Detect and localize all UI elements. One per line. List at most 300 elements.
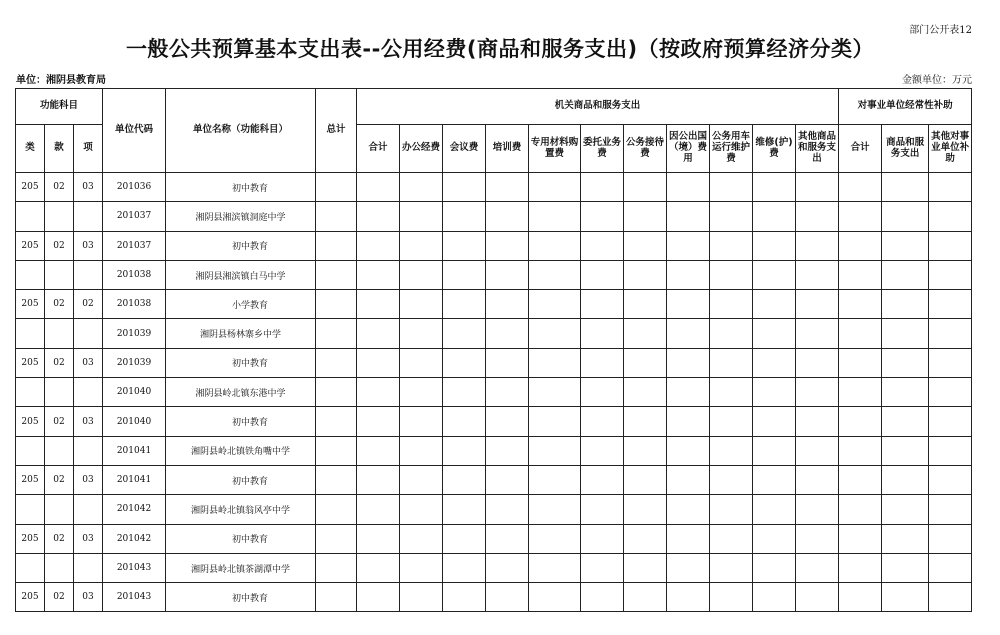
amount-cell bbox=[667, 465, 710, 494]
amount-cell bbox=[796, 231, 839, 260]
amount-cell bbox=[796, 524, 839, 553]
amount-cell bbox=[624, 436, 667, 465]
amount-cell bbox=[529, 465, 581, 494]
amount-cell bbox=[400, 260, 443, 289]
table-row bbox=[16, 231, 972, 260]
amount-cell bbox=[839, 290, 882, 319]
unit-code-cell: 201036 bbox=[103, 173, 166, 202]
amount-cell bbox=[667, 231, 710, 260]
amount-cell bbox=[486, 348, 529, 377]
unit-code-cell: 201038 bbox=[103, 260, 166, 289]
amount-cell bbox=[529, 495, 581, 524]
amount-cell bbox=[753, 465, 796, 494]
unit-name-cell: 湘阴县杨林寨乡中学 bbox=[166, 319, 316, 348]
unit-code-cell: 201037 bbox=[103, 231, 166, 260]
amount-cell bbox=[667, 583, 710, 612]
amount-cell bbox=[400, 465, 443, 494]
amount-cell bbox=[624, 378, 667, 407]
amount-cell bbox=[316, 348, 357, 377]
amount-cell bbox=[753, 231, 796, 260]
amount-cell bbox=[929, 378, 972, 407]
amount-cell bbox=[443, 553, 486, 582]
amount-cell bbox=[581, 231, 624, 260]
amount-cell bbox=[839, 495, 882, 524]
xiang-cell bbox=[74, 202, 103, 231]
amount-cell bbox=[400, 378, 443, 407]
table-row bbox=[16, 436, 972, 465]
unit-code-cell: 201039 bbox=[103, 319, 166, 348]
amount-cell bbox=[316, 319, 357, 348]
amount-cell bbox=[667, 319, 710, 348]
kuan-cell: 02 bbox=[45, 407, 74, 436]
amount-cell bbox=[400, 407, 443, 436]
amount-cell bbox=[929, 202, 972, 231]
unit-name-cell: 湘阴县湘滨镇白马中学 bbox=[166, 260, 316, 289]
xiang-cell: 03 bbox=[74, 348, 103, 377]
lei-cell bbox=[16, 319, 45, 348]
amount-cell bbox=[796, 348, 839, 377]
amount-cell bbox=[486, 319, 529, 348]
amount-cell bbox=[486, 583, 529, 612]
amount-cell bbox=[529, 260, 581, 289]
amount-cell bbox=[316, 553, 357, 582]
lei-cell bbox=[16, 202, 45, 231]
amount-cell bbox=[486, 202, 529, 231]
amount-cell bbox=[753, 260, 796, 289]
amount-cell bbox=[929, 173, 972, 202]
amount-cell bbox=[357, 319, 400, 348]
amount-cell bbox=[486, 407, 529, 436]
amount-cell bbox=[753, 290, 796, 319]
amount-cell bbox=[529, 173, 581, 202]
amount-cell bbox=[710, 260, 753, 289]
amount-cell bbox=[529, 378, 581, 407]
unit-name-cell: 湘阴县岭北镇翁风亭中学 bbox=[166, 495, 316, 524]
amount-unit-label: 金额单位：万元 bbox=[902, 75, 972, 86]
amount-cell bbox=[667, 524, 710, 553]
amount-cell bbox=[400, 290, 443, 319]
amount-cell bbox=[667, 436, 710, 465]
unit-label: 单位：湘阴县教育局 bbox=[16, 75, 106, 86]
amount-cell bbox=[486, 495, 529, 524]
amount-cell bbox=[929, 495, 972, 524]
amount-cell bbox=[710, 290, 753, 319]
kuan-cell bbox=[45, 553, 74, 582]
amount-cell bbox=[357, 173, 400, 202]
subsidy-item-header: 合计 bbox=[839, 125, 882, 173]
table-row bbox=[16, 583, 972, 612]
amount-cell bbox=[929, 436, 972, 465]
table-row bbox=[16, 495, 972, 524]
amount-cell bbox=[710, 524, 753, 553]
amount-cell bbox=[443, 524, 486, 553]
amount-cell bbox=[667, 173, 710, 202]
amount-cell bbox=[839, 465, 882, 494]
unit-name-cell: 湘阴县湘滨镇洞庭中学 bbox=[166, 202, 316, 231]
amount-cell bbox=[581, 583, 624, 612]
amount-cell bbox=[710, 348, 753, 377]
xiang-cell bbox=[74, 436, 103, 465]
amount-cell bbox=[882, 290, 929, 319]
amount-cell bbox=[796, 173, 839, 202]
amount-cell bbox=[357, 407, 400, 436]
amount-cell bbox=[753, 583, 796, 612]
amount-cell bbox=[400, 231, 443, 260]
unit-code-cell: 201041 bbox=[103, 465, 166, 494]
amount-cell bbox=[486, 465, 529, 494]
amount-cell bbox=[753, 319, 796, 348]
amount-cell bbox=[710, 436, 753, 465]
amount-cell bbox=[486, 290, 529, 319]
amount-cell bbox=[929, 319, 972, 348]
amount-cell bbox=[624, 407, 667, 436]
amount-cell bbox=[710, 465, 753, 494]
subsidy-item-header: 其他对事业单位补助 bbox=[929, 125, 972, 173]
xiang-cell bbox=[74, 378, 103, 407]
amount-cell bbox=[710, 231, 753, 260]
amount-cell bbox=[529, 348, 581, 377]
amount-cell bbox=[624, 260, 667, 289]
unit-name-cell: 初中教育 bbox=[166, 348, 316, 377]
amount-cell bbox=[624, 553, 667, 582]
amount-cell bbox=[443, 495, 486, 524]
amount-cell bbox=[839, 348, 882, 377]
amount-cell bbox=[882, 348, 929, 377]
amount-cell bbox=[316, 290, 357, 319]
lei-header: 类 bbox=[16, 125, 45, 173]
xiang-header: 项 bbox=[74, 125, 103, 173]
amount-cell bbox=[486, 173, 529, 202]
amount-cell bbox=[839, 583, 882, 612]
kuan-cell: 02 bbox=[45, 173, 74, 202]
amount-cell bbox=[581, 465, 624, 494]
table-row bbox=[16, 407, 972, 436]
kuan-cell: 02 bbox=[45, 231, 74, 260]
amount-cell bbox=[443, 290, 486, 319]
amount-cell bbox=[882, 524, 929, 553]
amount-cell bbox=[882, 202, 929, 231]
amount-cell bbox=[667, 407, 710, 436]
amount-cell bbox=[400, 524, 443, 553]
amount-cell bbox=[400, 348, 443, 377]
amount-cell bbox=[316, 436, 357, 465]
amount-cell bbox=[710, 173, 753, 202]
amount-cell bbox=[929, 465, 972, 494]
amount-cell bbox=[581, 290, 624, 319]
amount-cell bbox=[357, 583, 400, 612]
org-item-header: 会议费 bbox=[443, 125, 486, 173]
amount-cell bbox=[581, 348, 624, 377]
amount-cell bbox=[929, 260, 972, 289]
table-row bbox=[16, 378, 972, 407]
lei-cell: 205 bbox=[16, 465, 45, 494]
amount-cell bbox=[796, 319, 839, 348]
unit-code-cell: 201037 bbox=[103, 202, 166, 231]
unit-name-cell: 初中教育 bbox=[166, 583, 316, 612]
lei-cell bbox=[16, 553, 45, 582]
org-item-header: 委托业务费 bbox=[581, 125, 624, 173]
amount-cell bbox=[667, 378, 710, 407]
subsidy-item-header: 商品和服务支出 bbox=[882, 125, 929, 173]
amount-cell bbox=[400, 553, 443, 582]
amount-cell bbox=[529, 524, 581, 553]
unit-code-cell: 201039 bbox=[103, 348, 166, 377]
amount-cell bbox=[316, 407, 357, 436]
amount-cell bbox=[839, 173, 882, 202]
amount-cell bbox=[796, 260, 839, 289]
amount-cell bbox=[710, 202, 753, 231]
amount-cell bbox=[316, 173, 357, 202]
lei-cell bbox=[16, 436, 45, 465]
org-item-header: 办公经费 bbox=[400, 125, 443, 173]
amount-cell bbox=[624, 465, 667, 494]
amount-cell bbox=[443, 260, 486, 289]
amount-cell bbox=[486, 260, 529, 289]
amount-cell bbox=[400, 436, 443, 465]
kuan-cell bbox=[45, 436, 74, 465]
form-number-label: 部门公开表12 bbox=[909, 25, 972, 36]
kuan-cell bbox=[45, 202, 74, 231]
amount-cell bbox=[443, 202, 486, 231]
table-row bbox=[16, 553, 972, 582]
amount-cell bbox=[357, 348, 400, 377]
func-subject-header: 功能科目 bbox=[16, 89, 103, 125]
amount-cell bbox=[581, 524, 624, 553]
amount-cell bbox=[443, 319, 486, 348]
amount-cell bbox=[753, 407, 796, 436]
amount-cell bbox=[443, 583, 486, 612]
amount-cell bbox=[839, 524, 882, 553]
amount-cell bbox=[443, 173, 486, 202]
amount-cell bbox=[529, 583, 581, 612]
budget-table bbox=[15, 88, 972, 612]
unit-name-header: 单位名称（功能科目） bbox=[166, 89, 316, 173]
amount-cell bbox=[443, 378, 486, 407]
amount-cell bbox=[357, 465, 400, 494]
unit-name-cell: 湘阴县岭北镇东港中学 bbox=[166, 378, 316, 407]
amount-cell bbox=[624, 290, 667, 319]
lei-cell: 205 bbox=[16, 173, 45, 202]
xiang-cell: 03 bbox=[74, 173, 103, 202]
table-row bbox=[16, 319, 972, 348]
amount-cell bbox=[529, 436, 581, 465]
amount-cell bbox=[882, 407, 929, 436]
amount-cell bbox=[929, 524, 972, 553]
amount-cell bbox=[667, 290, 710, 319]
kuan-cell bbox=[45, 319, 74, 348]
amount-cell bbox=[581, 173, 624, 202]
amount-cell bbox=[710, 553, 753, 582]
amount-cell bbox=[667, 553, 710, 582]
amount-cell bbox=[357, 260, 400, 289]
unit-code-cell: 201041 bbox=[103, 436, 166, 465]
amount-cell bbox=[357, 436, 400, 465]
amount-cell bbox=[667, 260, 710, 289]
amount-cell bbox=[357, 378, 400, 407]
total-header: 总计 bbox=[316, 89, 357, 173]
amount-cell bbox=[667, 348, 710, 377]
unit-code-cell: 201043 bbox=[103, 583, 166, 612]
table-row bbox=[16, 260, 972, 289]
org-item-header: 公务用车运行维护费 bbox=[710, 125, 753, 173]
amount-cell bbox=[796, 436, 839, 465]
lei-cell bbox=[16, 495, 45, 524]
amount-cell bbox=[796, 290, 839, 319]
amount-cell bbox=[581, 260, 624, 289]
table-row bbox=[16, 524, 972, 553]
org-item-header: 公务接待费 bbox=[624, 125, 667, 173]
amount-cell bbox=[486, 524, 529, 553]
amount-cell bbox=[882, 436, 929, 465]
amount-cell bbox=[400, 583, 443, 612]
lei-cell bbox=[16, 260, 45, 289]
amount-cell bbox=[753, 348, 796, 377]
amount-cell bbox=[839, 231, 882, 260]
org-item-header: 合计 bbox=[357, 125, 400, 173]
amount-cell bbox=[753, 553, 796, 582]
amount-cell bbox=[357, 524, 400, 553]
amount-cell bbox=[316, 495, 357, 524]
amount-cell bbox=[839, 319, 882, 348]
org-item-header: 培训费 bbox=[486, 125, 529, 173]
amount-cell bbox=[316, 202, 357, 231]
amount-cell bbox=[581, 495, 624, 524]
amount-cell bbox=[581, 202, 624, 231]
amount-cell bbox=[882, 553, 929, 582]
amount-cell bbox=[400, 319, 443, 348]
amount-cell bbox=[529, 553, 581, 582]
xiang-cell: 03 bbox=[74, 465, 103, 494]
kuan-cell bbox=[45, 495, 74, 524]
amount-cell bbox=[710, 319, 753, 348]
amount-cell bbox=[753, 202, 796, 231]
amount-cell bbox=[624, 583, 667, 612]
amount-cell bbox=[667, 202, 710, 231]
amount-cell bbox=[581, 436, 624, 465]
amount-cell bbox=[929, 290, 972, 319]
lei-cell: 205 bbox=[16, 348, 45, 377]
amount-cell bbox=[624, 202, 667, 231]
amount-cell bbox=[357, 553, 400, 582]
amount-cell bbox=[486, 378, 529, 407]
amount-cell bbox=[529, 202, 581, 231]
table-row bbox=[16, 202, 972, 231]
unit-code-cell: 201042 bbox=[103, 524, 166, 553]
amount-cell bbox=[882, 173, 929, 202]
amount-cell bbox=[882, 231, 929, 260]
org-item-header: 专用材料购置费 bbox=[529, 125, 581, 173]
unit-name-cell: 初中教育 bbox=[166, 407, 316, 436]
amount-cell bbox=[316, 231, 357, 260]
amount-cell bbox=[624, 495, 667, 524]
org-item-header: 因公出国（境）费用 bbox=[667, 125, 710, 173]
amount-cell bbox=[710, 583, 753, 612]
amount-cell bbox=[839, 260, 882, 289]
table-row bbox=[16, 348, 972, 377]
amount-cell bbox=[882, 378, 929, 407]
amount-cell bbox=[796, 553, 839, 582]
amount-cell bbox=[316, 378, 357, 407]
amount-cell bbox=[357, 290, 400, 319]
xiang-cell bbox=[74, 553, 103, 582]
amount-cell bbox=[753, 378, 796, 407]
subsidy-group-header: 对事业单位经常性补助 bbox=[839, 89, 972, 125]
xiang-cell: 03 bbox=[74, 231, 103, 260]
amount-cell bbox=[624, 173, 667, 202]
amount-cell bbox=[316, 524, 357, 553]
unit-name-cell: 初中教育 bbox=[166, 173, 316, 202]
lei-cell bbox=[16, 378, 45, 407]
amount-cell bbox=[796, 202, 839, 231]
amount-cell bbox=[529, 407, 581, 436]
xiang-cell: 02 bbox=[74, 290, 103, 319]
org-item-header: 维修(护)费 bbox=[753, 125, 796, 173]
amount-cell bbox=[486, 231, 529, 260]
unit-code-header: 单位代码 bbox=[103, 89, 166, 173]
org-item-header: 其他商品和服务支出 bbox=[796, 125, 839, 173]
unit-name-cell: 初中教育 bbox=[166, 524, 316, 553]
amount-cell bbox=[796, 407, 839, 436]
amount-cell bbox=[400, 495, 443, 524]
lei-cell: 205 bbox=[16, 407, 45, 436]
amount-cell bbox=[529, 231, 581, 260]
amount-cell bbox=[796, 378, 839, 407]
xiang-cell bbox=[74, 495, 103, 524]
unit-code-cell: 201042 bbox=[103, 495, 166, 524]
unit-name-cell: 初中教育 bbox=[166, 465, 316, 494]
kuan-cell bbox=[45, 378, 74, 407]
lei-cell: 205 bbox=[16, 290, 45, 319]
amount-cell bbox=[753, 173, 796, 202]
amount-cell bbox=[710, 495, 753, 524]
unit-code-cell: 201040 bbox=[103, 378, 166, 407]
amount-cell bbox=[929, 231, 972, 260]
amount-cell bbox=[443, 348, 486, 377]
unit-code-cell: 201043 bbox=[103, 553, 166, 582]
amount-cell bbox=[443, 436, 486, 465]
amount-cell bbox=[882, 495, 929, 524]
amount-cell bbox=[796, 583, 839, 612]
amount-cell bbox=[316, 465, 357, 494]
kuan-cell: 02 bbox=[45, 465, 74, 494]
amount-cell bbox=[929, 407, 972, 436]
xiang-cell: 03 bbox=[74, 524, 103, 553]
xiang-cell bbox=[74, 319, 103, 348]
amount-cell bbox=[710, 407, 753, 436]
amount-cell bbox=[443, 407, 486, 436]
kuan-cell: 02 bbox=[45, 524, 74, 553]
page-title: 一般公共预算基本支出表--公用经费(商品和服务支出)（按政府预算经济分类） bbox=[125, 37, 875, 61]
amount-cell bbox=[839, 436, 882, 465]
amount-cell bbox=[929, 583, 972, 612]
amount-cell bbox=[882, 465, 929, 494]
amount-cell bbox=[929, 553, 972, 582]
amount-cell bbox=[357, 202, 400, 231]
amount-cell bbox=[839, 553, 882, 582]
table-row bbox=[16, 173, 972, 202]
lei-cell: 205 bbox=[16, 524, 45, 553]
amount-cell bbox=[929, 348, 972, 377]
amount-cell bbox=[486, 436, 529, 465]
org-group-header: 机关商品和服务支出 bbox=[357, 89, 839, 125]
kuan-header: 款 bbox=[45, 125, 74, 173]
amount-cell bbox=[443, 465, 486, 494]
kuan-cell: 02 bbox=[45, 348, 74, 377]
amount-cell bbox=[839, 202, 882, 231]
amount-cell bbox=[529, 290, 581, 319]
unit-name-cell: 湘阴县岭北镇茶湖潭中学 bbox=[166, 553, 316, 582]
amount-cell bbox=[357, 231, 400, 260]
